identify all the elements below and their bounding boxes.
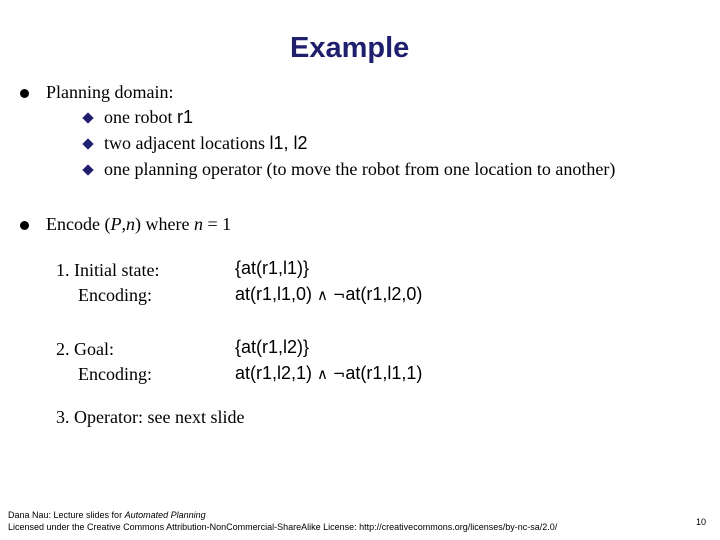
- step2-label: 2. Goal:: [56, 339, 114, 359]
- step2-enc-a: at(r1,l2,1): [235, 363, 318, 383]
- footer-license: Licensed under the Creative Commons Attribution-NonCommercial-ShareAlike License: http://creativecommons.org/licenses/by-nc-sa/2.0/: [8, 522, 558, 532]
- slide-title: [290, 32, 409, 65]
- bullet-dot: [20, 89, 29, 98]
- sub-bullet-diamond: [82, 112, 93, 123]
- step2-encoding-label: Encoding:: [78, 364, 152, 384]
- encode-p: P: [110, 214, 122, 234]
- sub-item-3: one planning operator (to move the robot from one location to another): [104, 159, 616, 179]
- and-symbol: ∧: [317, 286, 329, 304]
- and-symbol: ∧: [317, 365, 329, 383]
- planning-domain-label: Planning domain:: [46, 82, 174, 102]
- step1-enc-b: at(r1,l2,0): [345, 284, 423, 304]
- footer-book-title: Automated Planning: [124, 510, 206, 520]
- sub-item-2: [104, 133, 307, 154]
- step1-value: {at(r1,l1)}: [235, 258, 310, 278]
- step3-label: 3. Operator: see next slide: [56, 407, 245, 427]
- page-number: 10: [696, 517, 707, 527]
- not-symbol: ¬: [328, 365, 346, 383]
- sub-item-2-code: l1, l2: [269, 133, 308, 153]
- not-symbol: ¬: [328, 286, 346, 304]
- sub-bullet-diamond: [82, 164, 93, 175]
- step1-enc-a: at(r1,l1,0): [235, 284, 318, 304]
- bullet-dot: [20, 221, 29, 230]
- step1-encoding: [235, 284, 422, 305]
- step2-enc-b: at(r1,l1,1): [345, 363, 423, 383]
- footer-credit: [8, 510, 206, 520]
- encode-comma: ,: [121, 214, 126, 234]
- encode-tail: ) where: [134, 214, 194, 234]
- sub-item-1-text: one robot: [104, 107, 177, 127]
- encode-label: Encode (: [46, 214, 111, 234]
- encode-eq: = 1: [202, 214, 232, 234]
- sub-bullet-diamond: [82, 138, 93, 149]
- step2-value: {at(r1,l2)}: [235, 337, 310, 357]
- step1-label: 1. Initial state:: [56, 260, 160, 280]
- footer-credit-text: Dana Nau: Lecture slides for: [8, 510, 125, 520]
- sub-item-2-text: two adjacent locations: [104, 133, 270, 153]
- sub-item-1-code: r1: [176, 107, 193, 127]
- encode-n: n: [125, 214, 135, 234]
- encode-n2: n: [193, 214, 203, 234]
- encode-line: [46, 214, 231, 235]
- slide-title-text: Example: [290, 32, 410, 64]
- step1-encoding-label: Encoding:: [78, 285, 152, 305]
- sub-item-1: [104, 107, 193, 128]
- step2-encoding: [235, 363, 422, 384]
